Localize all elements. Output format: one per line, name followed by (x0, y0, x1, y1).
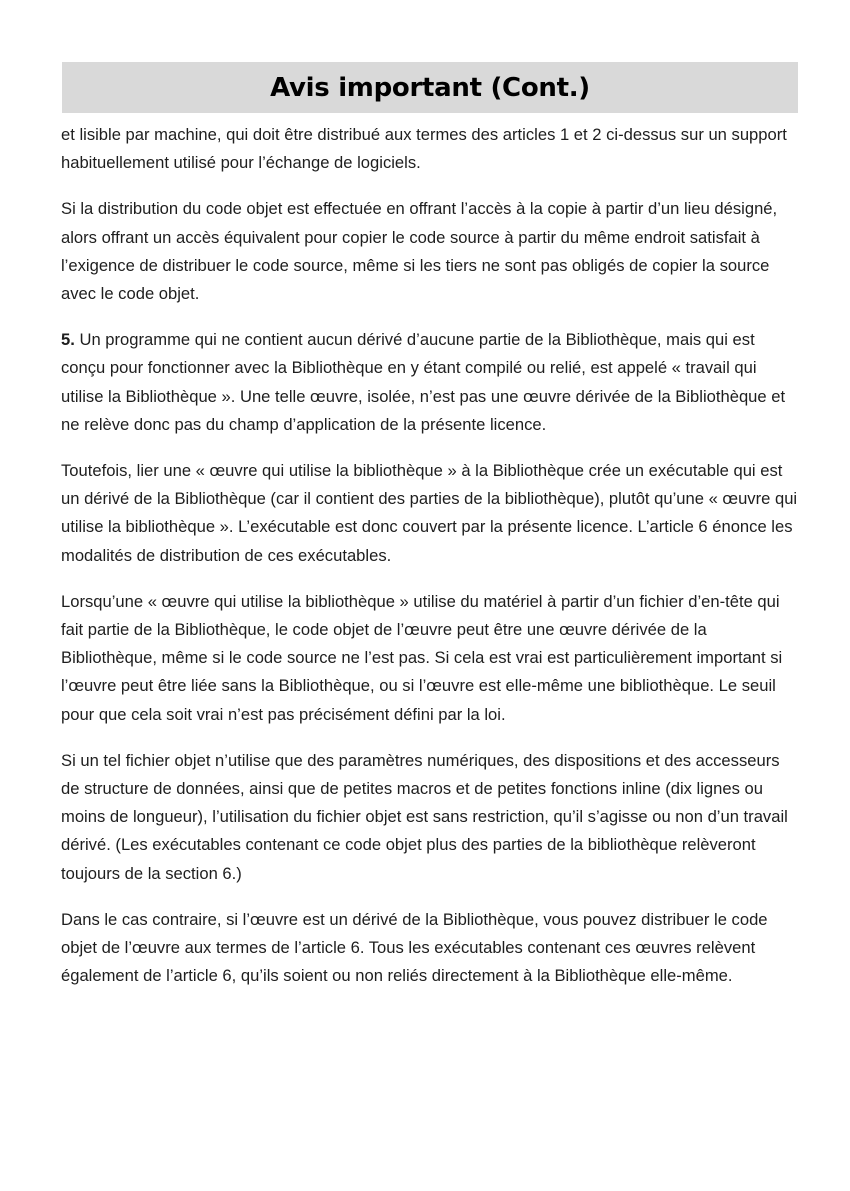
paragraph-section-5 (61, 326, 801, 439)
title-banner (62, 62, 798, 113)
body-text (61, 121, 801, 1008)
section-number: 5. (61, 330, 75, 350)
paragraph-text: et lisible par machine, qui doit être distribué aux termes des articles 1 et 2 ci-dessus sur un support habituellement utilisé pour l’échange de logiciels. (61, 125, 787, 173)
paragraph (61, 588, 801, 729)
paragraph-text: Dans le cas contraire, si l’œuvre est un dérivé de la Bibliothèque, vous pouvez distribuer le code objet de l’œuvre aux termes de l’article 6. Tous les exécutables contenant ces œuvres relèvent également de l’article 6, qu’ils soient ou non reliés directement à la Bibliothèque elle-même. (61, 909, 768, 986)
paragraph (61, 747, 801, 888)
paragraph (61, 457, 801, 570)
paragraph-text: Un programme qui ne contient aucun dérivé d’aucune partie de la Bibliothèque, mais qui est conçu pour fonctionner avec la Bibliothèque en y étant compilé ou relié, est appelé « travail qui utilise la Bibliothèque ». Une telle œuvre, isolée, n’est pas une œuvre dérivée de la Bibliothèque et ne relève donc pas du champ d’application de la présente licence. (61, 330, 786, 434)
page-title: Avis important (Cont.) (270, 72, 590, 103)
paragraph (61, 121, 801, 177)
paragraph-text: Lorsqu’une « œuvre qui utilise la bibliothèque » utilise du matériel à partir d’un fichier d’en-tête qui fait partie de la Bibliothèque, le code objet de l’œuvre peut être une œuvre dérivée de la Bibliothèque, même si le code source ne l’est pas. Si cela est vrai est particulièrement important si l’œuvre peut être liée sans la Bibliothèque, ou si l’œuvre est elle-même une bibliothèque. Le seuil pour que cela soit vrai n’est pas précisément défini par la loi. (61, 591, 783, 724)
paragraph-text: Toutefois, lier une « œuvre qui utilise la bibliothèque » à la Bibliothèque crée un exécutable qui est un dérivé de la Bibliothèque (car il contient des parties de la bibliothèque), plutôt qu’une « œuvre qui utilise la bibliothèque ». L’exécutable est donc couvert par la présente licence. L’article 6 énonce les modalités de distribution de ces exécutables. (61, 461, 798, 565)
paragraph (61, 906, 801, 991)
paragraph (61, 195, 801, 308)
paragraph-text: Si un tel fichier objet n’utilise que des paramètres numériques, des dispositions et des accesseurs de structure de données, ainsi que de petites macros et de petites fonctions inline (dix lignes ou moins de longueur), l’utilisation du fichier objet est sans restriction, qu’il s’agisse ou non d’un travail dérivé. (Les exécutables contenant ce code objet plus des parties de la bibliothèque relèveront toujours de la section 6.) (61, 750, 788, 883)
paragraph-text: Si la distribution du code objet est effectuée en offrant l’accès à la copie à partir d’un lieu désigné, alors offrant un accès équivalent pour copier le code source à partir du même endroit satisfait à l’exigence de distribuer le code source, même si les tiers ne sont pas obligés de copier la source avec le code objet. (61, 199, 778, 304)
